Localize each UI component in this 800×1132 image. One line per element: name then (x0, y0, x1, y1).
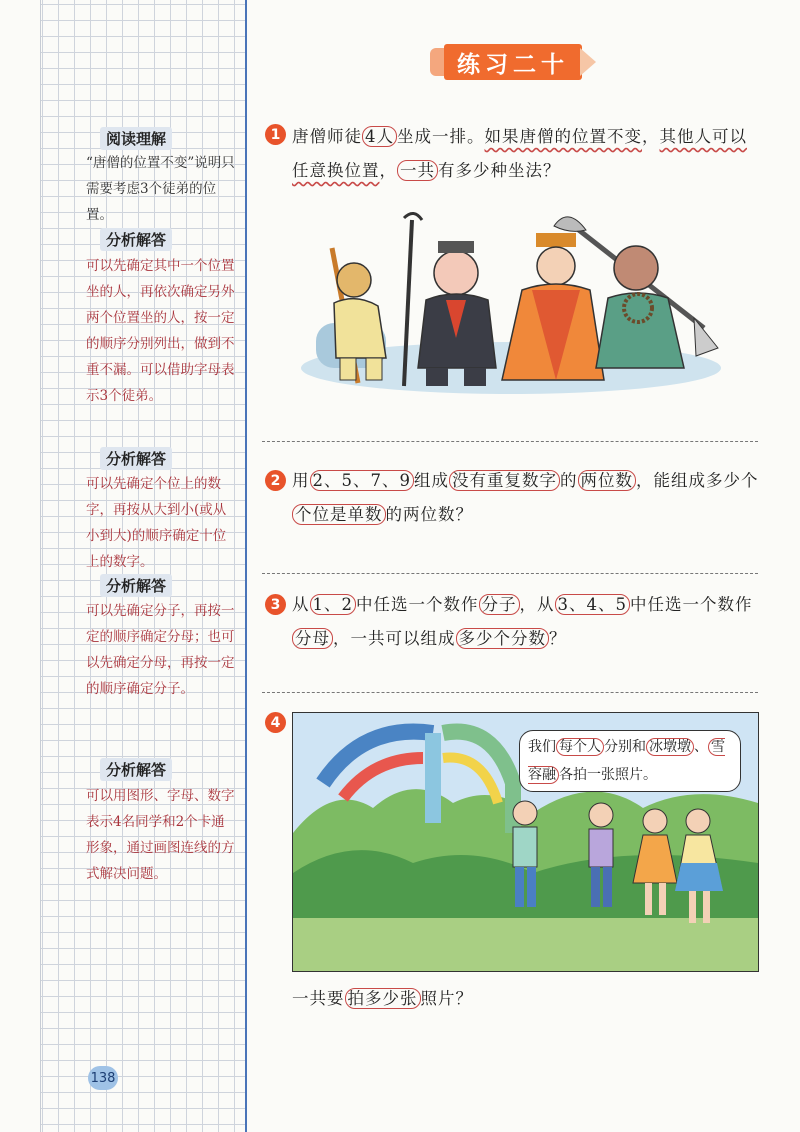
p3-annotation-numerator: 分子 (479, 594, 520, 615)
seated-characters-illustration (296, 208, 726, 404)
tip-body-analysis-1: 可以先确定其中一个位置坐的人，再依次确定另外两个位置坐的人，按一定的顺序分别列出，做到不重不漏。可以借助字母表示3个徒弟。 (86, 258, 235, 404)
problem-1-number: 1 (265, 124, 286, 145)
tip-title-analysis-2: 分析解答 (100, 447, 172, 470)
p4-seg: 照片？ (420, 989, 473, 1008)
p1-seg: ， (642, 127, 660, 146)
tip-body-analysis-3: 可以先确定分子，再按一定的顺序确定分母；也可以先确定分母，再按一定的顺序确定分子。 (86, 603, 235, 697)
sidebar-divider (245, 0, 247, 1132)
p3-seg: 中任选一个数作 (630, 595, 753, 614)
p1-annotation-total: 一共 (397, 160, 438, 181)
bubble-seg: 我们 (528, 739, 556, 755)
header-arrow (580, 48, 596, 76)
tip-title-analysis-1: 分析解答 (100, 228, 172, 251)
sidebar-edge (40, 0, 41, 1132)
p3-seg: 中任选一个数作 (356, 595, 479, 614)
bubble-seg: 各拍一张照片。 (559, 767, 657, 783)
p1-annotation-4ren: 4人 (362, 126, 397, 147)
exercise-title: 练习二十 (444, 44, 582, 80)
problem-4-number: 4 (265, 712, 286, 733)
divider-1 (262, 441, 758, 442)
problem-2-text (292, 464, 762, 532)
problem-1-text (292, 120, 762, 188)
p4-seg: 一共要 (292, 989, 345, 1008)
tip-title-analysis-4: 分析解答 (100, 758, 172, 781)
p2-annotation-no-repeat: 没有重复数字 (449, 470, 560, 491)
p2-annotation-odd-ones: 个位是单数 (292, 504, 386, 525)
p2-seg: 用 (292, 471, 310, 490)
p3-seg: ？ (549, 629, 567, 648)
p2-seg: 组成 (414, 471, 449, 490)
bubble-seg: 、 (694, 739, 708, 755)
problem-4-question (292, 982, 762, 1016)
tip-body-reading: “唐僧的位置不变”说明只需要考虑3个徒弟的位置。 (86, 155, 235, 223)
p3-annotation-denominator: 分母 (292, 628, 333, 649)
p2-annotation-digits: 2、5、7、9 (310, 470, 415, 491)
p1-seg: 唐僧师徒 (292, 127, 362, 146)
page-number: 138 (88, 1066, 118, 1090)
tip-title-reading: 阅读理解 (100, 127, 172, 150)
bubble-annotation-shueyrhonrhon: 雪容融 (528, 739, 725, 783)
divider-3 (262, 692, 758, 693)
divider-2 (262, 573, 758, 574)
problem-2-number: 2 (265, 470, 286, 491)
problem-3-text (292, 588, 762, 656)
p2-annotation-two-digit: 两位数 (578, 470, 637, 491)
p3-annotation-numerators: 1、2 (310, 594, 357, 615)
problem-3-number: 3 (265, 594, 286, 615)
p4-annotation-how-many-photos: 拍多少张 (345, 988, 421, 1009)
bubble-seg: 分别和 (604, 739, 646, 755)
exercise-header (430, 44, 600, 80)
bubble-annotation-each: 每个人 (556, 738, 604, 756)
bubble-annotation-bingdwendwen: 冰墩墩 (646, 738, 694, 756)
p2-seg: 的两位数？ (385, 505, 473, 524)
speech-bubble (519, 730, 741, 792)
tang-monk-figure (502, 233, 604, 380)
p2-seg: ，能组成多少个 (636, 471, 759, 490)
p3-annotation-denominators: 3、4、5 (555, 594, 631, 615)
p3-seg: ，一共可以组成 (333, 629, 456, 648)
p1-seg: ， (379, 161, 397, 180)
tip-body-analysis-2: 可以先确定个位上的数字，再按从大到小(或从小到大)的顺序确定十位上的数字。 (86, 476, 227, 570)
p1-seg: 坐成一排。 (397, 127, 485, 146)
p1-annotation-others: 其他人可以任意换位置 (292, 127, 747, 180)
p3-annotation-how-many: 多少个分数 (456, 628, 550, 649)
tip-title-analysis-3: 分析解答 (100, 574, 172, 597)
tip-body-analysis-4: 可以用图形、字母、数字表示4名同学和2个卡通形象，通过画图连线的方式解决问题。 (86, 788, 235, 882)
p1-annotation-position: 如果唐僧的位置不变 (484, 127, 642, 146)
p3-seg: ，从 (519, 595, 555, 614)
p2-seg: 的 (560, 471, 578, 490)
p3-seg: 从 (292, 595, 310, 614)
p1-seg: 有多少种坐法？ (438, 161, 561, 180)
